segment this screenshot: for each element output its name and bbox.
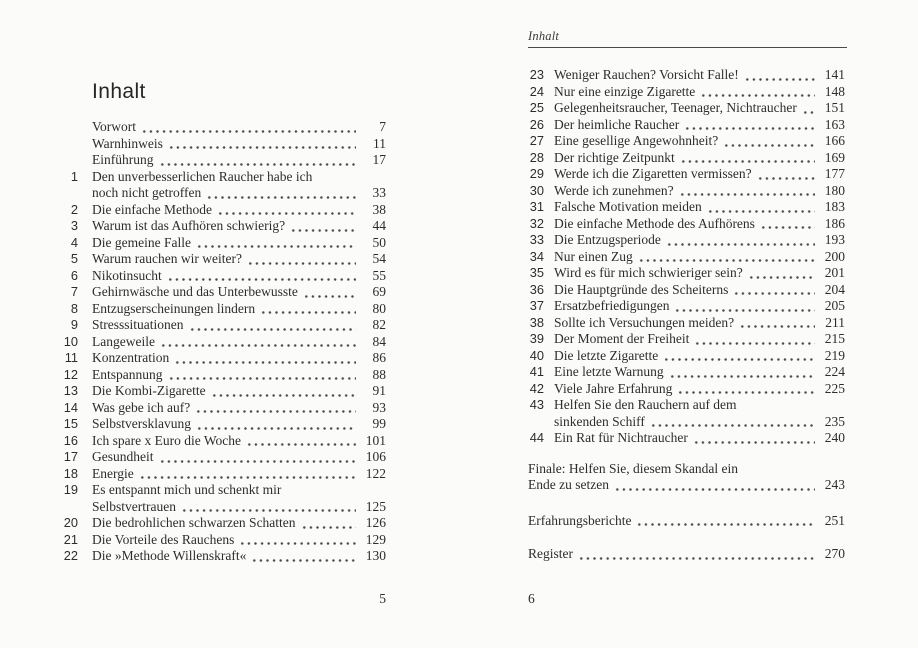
entry-title: Selbstvertrauen (92, 498, 176, 514)
dot-leader (251, 559, 356, 562)
toc-line (60, 416, 386, 433)
contents-heading: Inhalt (92, 80, 146, 103)
toc-line (60, 383, 386, 400)
page-ref: 200 (824, 248, 845, 264)
toc-line (60, 515, 386, 532)
page-ref: 17 (372, 152, 386, 167)
chapter-number: 22 (63, 548, 78, 563)
page-ref: 54 (372, 251, 386, 266)
toc-line (60, 136, 386, 153)
entry-title: Nur eine einzige Zigarette (554, 83, 696, 99)
toc-line (60, 433, 386, 450)
folio-right: 6 (528, 591, 535, 606)
chapter-number: 5 (70, 251, 78, 266)
dot-leader (723, 144, 815, 147)
entry-title: Viele Jahre Erfahrung (554, 380, 673, 396)
page-ref: 215 (824, 331, 845, 346)
dot-leader (748, 276, 815, 279)
toc-line (60, 317, 386, 334)
page-ref: 106 (365, 449, 386, 464)
dot-leader (679, 193, 815, 196)
page-ref: 204 (824, 281, 845, 297)
chapter-number: 30 (529, 182, 544, 198)
page-ref: 211 (825, 314, 845, 330)
toc-line (60, 548, 386, 565)
entry-title: Der heimliche Raucher (554, 116, 680, 132)
page-ref: 219 (824, 347, 845, 363)
toc-line (528, 84, 845, 101)
chapter-number: 26 (529, 116, 544, 132)
dot-leader (666, 243, 815, 246)
entry-title: Wird es für mich schwieriger sein? (554, 265, 743, 280)
page-ref: 7 (379, 119, 386, 134)
page-ref: 50 (372, 234, 386, 250)
page-ref: 101 (365, 432, 386, 448)
entry-title: Ich spare x Euro die Woche (92, 432, 241, 448)
dot-leader (669, 375, 815, 378)
dot-leader (246, 443, 356, 446)
entry-title: Der Moment der Freiheit (554, 331, 690, 346)
chapter-number: 19 (63, 482, 78, 497)
toc-line (60, 367, 386, 384)
entry-title: Der richtige Zeitpunkt (554, 149, 675, 165)
toc-line (528, 315, 845, 332)
entry-title: Weniger Rauchen? Vorsicht Falle! (554, 67, 739, 82)
entry-title: Falsche Motivation meiden (554, 199, 702, 214)
entry-title: Gesundheit (92, 449, 154, 464)
toc-line (528, 348, 845, 365)
entry-title: Helfen Sie den Rauchern auf dem (554, 397, 737, 412)
page-ref: 205 (824, 298, 845, 313)
toc-line-finale-continued (528, 477, 845, 494)
entry-title: Ein Rat für Nichtraucher (554, 430, 688, 445)
toc-line (60, 119, 386, 136)
page-ref: 126 (365, 515, 386, 530)
entry-title: Ersatzbefriedigungen (554, 298, 670, 313)
page-ref: 141 (824, 67, 845, 82)
page-ref: 11 (373, 135, 386, 151)
chapter-number: 7 (70, 284, 78, 299)
entry-title: Die Vorteile des Rauchens (92, 531, 235, 547)
chapter-number: 15 (63, 416, 78, 431)
entry-title: Vorwort (92, 119, 137, 134)
chapter-number: 35 (529, 265, 544, 280)
chapter-number: 13 (63, 383, 78, 398)
entry-title: Eine gesellige Angewohnheit? (554, 133, 719, 148)
dot-leader (217, 212, 356, 215)
page-ref: 193 (824, 232, 845, 247)
dot-leader (174, 361, 356, 364)
page-ref: 80 (372, 300, 386, 316)
dot-leader (684, 127, 815, 130)
toc-line (528, 100, 845, 117)
dot-leader (677, 391, 815, 394)
page-ref: 163 (824, 116, 845, 132)
toc-line (528, 199, 845, 216)
chapter-number: 4 (70, 234, 78, 250)
entry-title: Werde ich die Zigaretten vermissen? (554, 166, 752, 181)
page-ref: 33 (372, 185, 386, 200)
chapter-number: 23 (529, 67, 544, 82)
dot-leader (159, 460, 357, 463)
chapter-number: 29 (529, 166, 544, 181)
page-ref: 93 (372, 399, 386, 415)
page-ref: 88 (372, 366, 386, 382)
entry-title: Eine letzte Warnung (554, 364, 664, 379)
dot-leader (614, 488, 815, 491)
dot-leader (290, 229, 356, 232)
entry-title: Energie (92, 465, 134, 481)
entry-title: Die einfache Methode des Aufhörens (554, 215, 755, 231)
entry-title: Langeweile (92, 333, 155, 349)
dot-leader (663, 358, 815, 361)
chapter-number: 25 (529, 100, 544, 115)
page-ref: 235 (824, 413, 845, 429)
chapter-number: 31 (529, 199, 544, 214)
dot-leader (168, 377, 357, 380)
toc-line (528, 249, 845, 266)
page-ref: 201 (824, 265, 845, 280)
toc-line (528, 397, 845, 414)
dot-leader (189, 328, 357, 331)
chapter-number: 33 (529, 232, 544, 247)
entry-title: Warum ist das Aufhören schwierig? (92, 218, 286, 233)
toc-line (528, 150, 845, 167)
page-ref: 148 (824, 83, 845, 99)
toc-line (528, 133, 845, 150)
page-ref: 86 (372, 350, 386, 365)
dot-leader (739, 325, 815, 328)
dot-leader (195, 410, 356, 413)
chapter-number: 3 (70, 218, 78, 233)
dot-leader (139, 476, 356, 479)
page-ref: 224 (824, 364, 845, 379)
toc-line (528, 265, 845, 282)
page-ref: 130 (365, 548, 386, 563)
dot-leader (211, 394, 356, 397)
dot-leader (578, 557, 815, 560)
toc-line (60, 400, 386, 417)
toc-line (528, 414, 845, 431)
entry-title: Stresssituationen (92, 317, 184, 332)
dot-leader (301, 526, 356, 529)
dot-leader (700, 94, 815, 97)
toc-line (60, 350, 386, 367)
dot-leader (802, 111, 815, 114)
dot-leader (196, 427, 356, 430)
page-ref: 82 (372, 317, 386, 332)
chapter-number: 12 (63, 366, 78, 382)
dot-leader (303, 295, 356, 298)
chapter-number: 16 (63, 432, 78, 448)
page-ref: 122 (365, 465, 386, 481)
dot-leader (196, 245, 356, 248)
chapter-number: 1 (70, 168, 78, 184)
folio-left: 5 (379, 591, 386, 606)
chapter-number: 32 (529, 215, 544, 231)
page-ref: 177 (824, 166, 845, 181)
right-column (528, 67, 845, 563)
toc-line (60, 169, 386, 186)
entry-title: Ende zu setzen (528, 477, 609, 492)
toc-line (528, 381, 845, 398)
toc-line (60, 334, 386, 351)
dot-leader (260, 311, 356, 314)
toc-line (528, 430, 845, 447)
entry-title: Die Entzugsperiode (554, 232, 661, 247)
toc-line (528, 183, 845, 200)
page-ref: 91 (372, 383, 386, 398)
toc-line (60, 301, 386, 318)
chapter-number: 24 (529, 83, 544, 99)
entry-title: Was gebe ich auf? (92, 399, 191, 415)
page-ref: 151 (824, 100, 845, 115)
toc-line (528, 166, 845, 183)
toc-list-right (528, 67, 845, 447)
chapter-number: 40 (529, 347, 544, 363)
entry-title: Nikotinsucht (92, 267, 162, 283)
entry-title: Die Hauptgründe des Scheiterns (554, 281, 729, 297)
chapter-number: 21 (63, 531, 78, 547)
chapter-number: 28 (529, 149, 544, 165)
chapter-number: 37 (529, 298, 544, 313)
page-ref: 99 (372, 416, 386, 431)
dot-leader (206, 196, 356, 199)
page-ref: 251 (824, 512, 845, 528)
toc-line (60, 268, 386, 285)
toc-line-finale (528, 461, 845, 478)
toc-line (60, 218, 386, 235)
chapter-number: 9 (70, 317, 78, 332)
dot-leader (693, 441, 815, 444)
toc-line (60, 284, 386, 301)
entry-title: Die »Methode Willenskraft« (92, 548, 247, 563)
chapter-number: 20 (63, 515, 78, 530)
page-ref: 225 (824, 380, 845, 396)
chapter-number: 39 (529, 331, 544, 346)
entry-title: Entspannung (92, 366, 163, 382)
dot-leader (674, 309, 815, 312)
chapter-number: 17 (63, 449, 78, 464)
toc-line-register (528, 546, 845, 563)
entry-title: Einführung (92, 152, 154, 167)
page-ref: 84 (372, 333, 386, 349)
dot-leader (167, 278, 356, 281)
entry-title: Es entspannt mich und schenkt mir (92, 482, 282, 497)
page-ref: 44 (372, 218, 386, 233)
page-ref: 169 (824, 149, 845, 165)
toc-line (60, 499, 386, 516)
dot-leader (247, 262, 356, 265)
entry-title: Entzugserscheinungen lindern (92, 300, 256, 316)
entry-title: Die bedrohlichen schwarzen Schatten (92, 515, 296, 530)
dot-leader (160, 344, 356, 347)
running-head: Inhalt (528, 29, 847, 48)
entry-title: Die gemeine Falle (92, 234, 191, 250)
toc-line (60, 449, 386, 466)
chapter-number: 44 (529, 430, 544, 445)
dot-leader (760, 226, 815, 229)
entry-title: Erfahrungsberichte (528, 512, 632, 528)
chapter-number: 2 (70, 201, 78, 217)
chapter-number: 38 (529, 314, 544, 330)
entry-title: Selbstversklavung (92, 416, 191, 431)
chapter-number: 11 (64, 350, 78, 365)
toc-line (60, 152, 386, 169)
toc-line (60, 185, 386, 202)
dot-leader (680, 160, 815, 163)
toc-line (528, 232, 845, 249)
chapter-number: 43 (529, 397, 544, 412)
toc-line (528, 117, 845, 134)
dot-leader (141, 130, 356, 133)
dot-leader (239, 542, 356, 545)
toc-line (528, 67, 845, 84)
toc-line (528, 331, 845, 348)
dot-leader (707, 210, 815, 213)
entry-title: Die einfache Methode (92, 201, 212, 217)
toc-line (528, 364, 845, 381)
chapter-number: 27 (529, 133, 544, 148)
page-ref: 129 (365, 531, 386, 547)
dot-leader (181, 509, 356, 512)
dot-leader (638, 259, 815, 262)
entry-title: Die Kombi-Zigarette (92, 383, 206, 398)
page-ref: 240 (824, 430, 845, 445)
chapter-number: 18 (63, 465, 78, 481)
page-ref: 55 (372, 267, 386, 283)
toc-line (60, 235, 386, 252)
chapter-number: 8 (70, 300, 78, 316)
chapter-number: 34 (529, 248, 544, 264)
toc-line (60, 202, 386, 219)
dot-leader (694, 342, 815, 345)
page-ref: 186 (824, 215, 845, 231)
toc-list-left (60, 119, 386, 565)
entry-title: Gehirnwäsche und das Unterbewusste (92, 284, 298, 299)
entry-title: Warnhinweis (92, 135, 163, 151)
chapter-number: 6 (70, 267, 78, 283)
dot-leader (757, 177, 815, 180)
page-ref: 183 (824, 199, 845, 214)
chapter-number: 41 (529, 364, 544, 379)
chapter-number: 42 (529, 380, 544, 396)
entry-title: Werde ich zunehmen? (554, 182, 674, 198)
dot-leader (744, 78, 815, 81)
page-ref: 166 (824, 133, 845, 148)
entry-title: sinkenden Schiff (554, 413, 645, 429)
toc-line-reports (528, 513, 845, 530)
entry-title: Gelegenheitsraucher, Teenager, Nichtraucher (554, 100, 797, 115)
entry-title: Warum rauchen wir weiter? (92, 251, 242, 266)
toc-line (60, 482, 386, 499)
toc-line (528, 282, 845, 299)
page-ref: 38 (372, 201, 386, 217)
entry-title: Die letzte Zigarette (554, 347, 659, 363)
chapter-number: 14 (63, 399, 78, 415)
entry-title: Nur einen Zug (554, 248, 633, 264)
page-ref: 69 (372, 284, 386, 299)
toc-line (60, 532, 386, 549)
chapter-number: 10 (63, 333, 78, 349)
entry-title: Den unverbesserlichen Raucher habe ich (92, 168, 313, 184)
page-ref: 243 (824, 477, 845, 492)
dot-leader (636, 523, 815, 526)
dot-leader (168, 146, 356, 149)
dot-leader (159, 163, 357, 166)
page-ref: 180 (824, 182, 845, 198)
toc-line (528, 298, 845, 315)
entry-title: noch nicht getroffen (92, 185, 202, 200)
entry-title: Konzentration (92, 350, 170, 365)
chapter-number: 36 (529, 281, 544, 297)
page-ref: 125 (365, 498, 386, 514)
entry-title: Register (528, 546, 573, 561)
toc-line (60, 251, 386, 268)
dot-leader (650, 424, 815, 427)
entry-title: Sollte ich Versuchungen meiden? (554, 314, 735, 330)
entry-title: Finale: Helfen Sie, diesem Skandal ein (528, 460, 738, 476)
toc-line (528, 216, 845, 233)
page-ref: 270 (824, 546, 845, 561)
toc-line (60, 466, 386, 483)
dot-leader (733, 292, 815, 295)
